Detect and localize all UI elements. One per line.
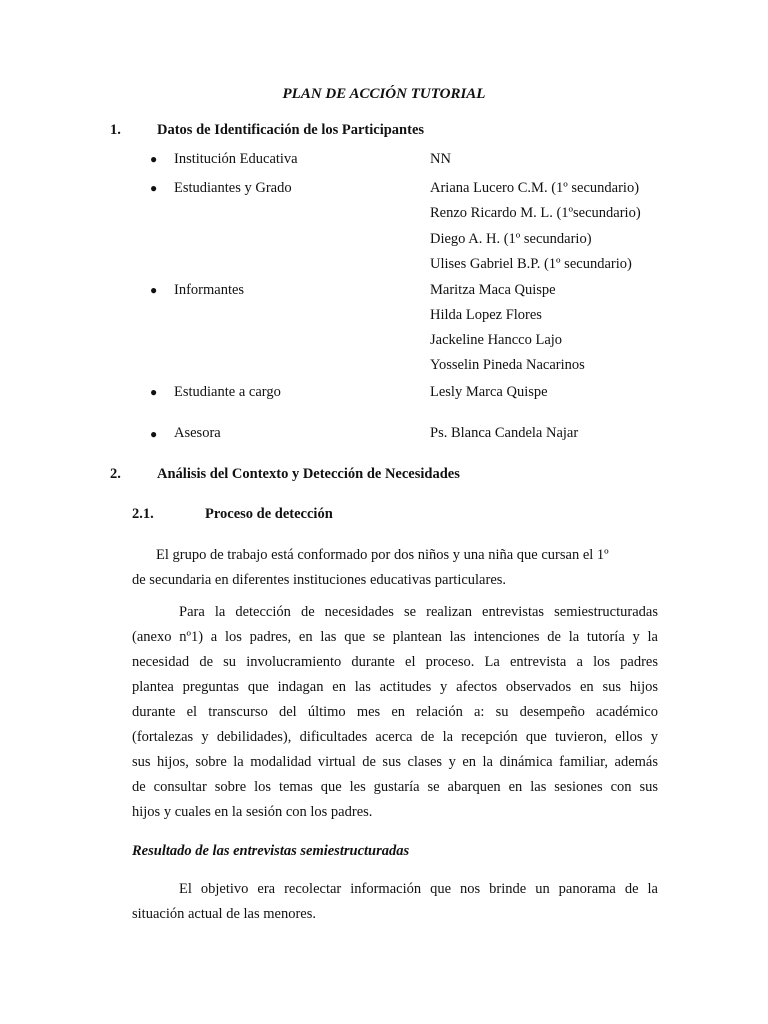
- paragraph-line: durante el transcurso del último mes en relación a: su desempeño académico: [132, 704, 658, 720]
- bullet-icon: ●: [150, 152, 158, 166]
- item-label-asesora: Asesora: [174, 425, 221, 441]
- paragraph-3: [132, 877, 658, 927]
- subsection-heading: Proceso de detección: [205, 506, 333, 522]
- paragraph-line: (fortalezas y debilidades), dificultades acerca de la recepción que tuvieron, ellos y: [132, 729, 658, 745]
- paragraph-line: Para la detección de necesidades se realizan entrevistas semiestructuradas: [179, 604, 658, 620]
- document-title: PLAN DE ACCIÓN TUTORIAL: [282, 86, 486, 102]
- results-heading: Resultado de las entrevistas semiestructuradas: [132, 843, 410, 859]
- item-value: Diego A. H. (1º secundario): [430, 231, 592, 247]
- subsection-number: 2.1.: [132, 506, 154, 522]
- item-label-estudiantes: Estudiantes y Grado: [174, 180, 292, 196]
- section1-heading: Datos de Identificación de los Participantes: [157, 122, 425, 138]
- section2-heading: Análisis del Contexto y Detección de Necesidades: [157, 466, 460, 482]
- item-value: Ps. Blanca Candela Najar: [430, 425, 579, 441]
- bullet-icon: ●: [150, 427, 158, 441]
- paragraph-line: El objetivo era recolectar información que nos brinde un panorama de la: [179, 881, 658, 897]
- item-value: Yosselin Pineda Nacarinos: [430, 357, 585, 373]
- paragraph-line: sus hijos, sobre la modalidad virtual de sus clases y en la dinámica familiar, además: [132, 754, 658, 770]
- item-value: Jackeline Hancco Lajo: [430, 332, 563, 348]
- paragraph-2: [132, 600, 658, 825]
- paragraph-line: de secundaria en diferentes instituciones educativas particulares.: [132, 572, 507, 588]
- bullet-icon: ●: [150, 283, 158, 297]
- paragraph-line: plantea preguntas que indagan en las actitudes y afectos observados en sus hijos: [132, 679, 658, 695]
- item-label-estudiante-a-cargo: Estudiante a cargo: [174, 384, 281, 400]
- section1-number: 1.: [110, 122, 121, 138]
- item-value: Maritza Maca Quispe: [430, 282, 556, 298]
- item-value: Renzo Ricardo M. L. (1ºsecundario): [430, 205, 641, 221]
- item-value: NN: [430, 151, 451, 167]
- bullet-icon: ●: [150, 385, 158, 399]
- paragraph-line: situación actual de las menores.: [132, 906, 317, 922]
- item-value: Lesly Marca Quispe: [430, 384, 548, 400]
- paragraph-line: (anexo nº1) a los padres, en las que se plantean las intenciones de la tutoría y la: [132, 629, 658, 645]
- bullet-icon: ●: [150, 181, 158, 195]
- item-label-institucion: Institución Educativa: [174, 151, 298, 167]
- paragraph-line: de consultar sobre los temas que les gustaría se abarquen en las sesiones con sus: [132, 779, 658, 795]
- section2-number: 2.: [110, 466, 121, 482]
- paragraph-line: hijos y cuales en la sesión con los padres.: [132, 804, 373, 820]
- item-value: Ariana Lucero C.M. (1º secundario): [430, 180, 640, 196]
- item-value: Hilda Lopez Flores: [430, 307, 542, 323]
- item-value: Ulises Gabriel B.P. (1º secundario): [430, 256, 632, 272]
- paragraph-line: necesidad de su involucramiento durante el proceso. La entrevista a los padres: [132, 654, 658, 670]
- item-label-informantes: Informantes: [174, 282, 245, 298]
- paragraph-1: [132, 543, 658, 593]
- paragraph-line: El grupo de trabajo está conformado por dos niños y una niña que cursan el 1º: [156, 547, 609, 563]
